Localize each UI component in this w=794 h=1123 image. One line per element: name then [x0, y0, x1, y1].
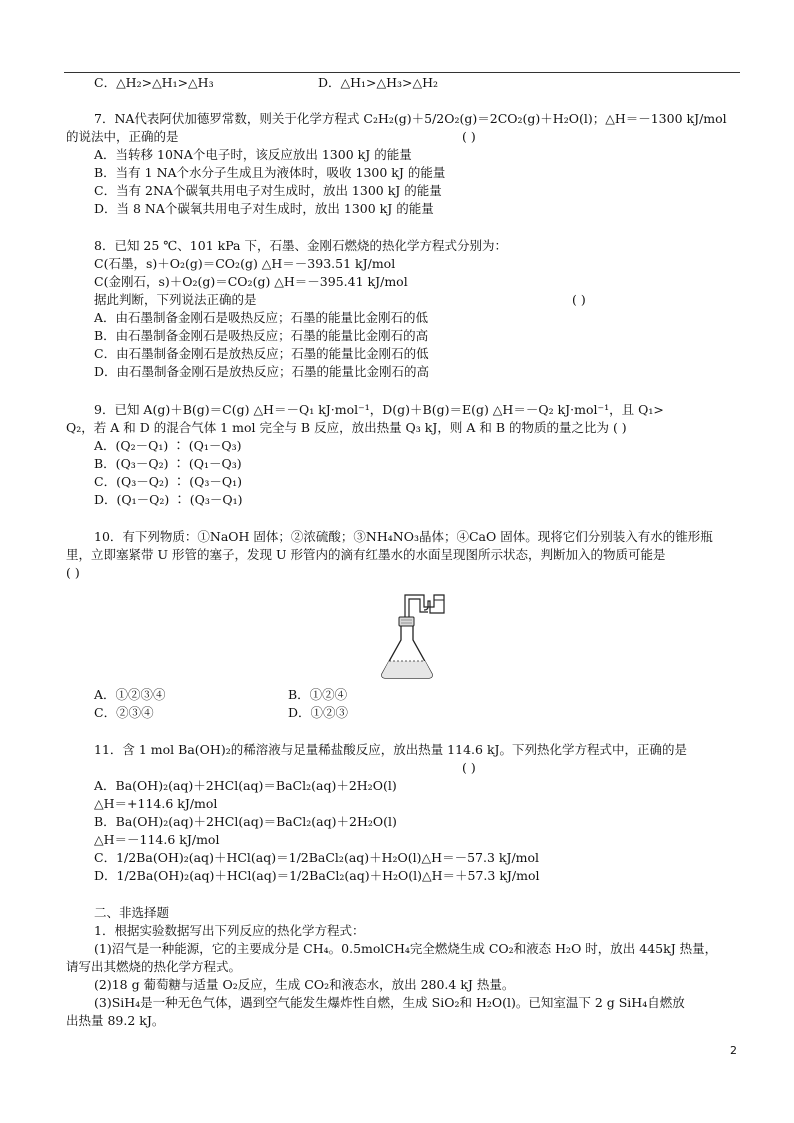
q11-option-a: A．Ba(OH)₂(aq)＋2HCl(aq)＝BaCl₂(aq)＋2H₂O(l) — [94, 778, 397, 793]
nonchoice-q1-part3-cont: 出热量 89.2 kJ。 — [66, 1013, 165, 1028]
section-heading: 二、非选择题 — [94, 905, 170, 920]
nonchoice-q1-part1: (1)沼气是一种能源，它的主要成分是 CH₄。0.5molCH₄完全燃烧生成 CO₂和液态 H₂O 时，放出 445kJ 热量， — [94, 941, 718, 956]
q11-option-b: B．Ba(OH)₂(aq)＋2HCl(aq)＝BaCl₂(aq)＋2H₂O(l) — [94, 814, 397, 829]
q7-answer-paren: ( ) — [462, 129, 476, 144]
q7-option-a: A．当转移 10NA个电子时，该反应放出 1300 kJ 的能量 — [94, 147, 412, 162]
q9-stem: 9．已知 A(g)＋B(g)＝C(g) △H＝－Q₁ kJ·mol⁻¹，D(g)＋B(g)＝E(g) △H＝－Q₂ kJ·mol⁻¹，且 Q₁> — [94, 402, 664, 417]
prev-option-c: C．△H₂>△H₁>△H₃ — [94, 75, 214, 90]
q10-stem: 10．有下列物质：①NaOH 固体；②浓硫酸；③NH₄NO₃晶体；④CaO 固体。现将它们分别装入有水的锥形瓶 — [94, 529, 713, 544]
q8-answer-paren: ( ) — [572, 292, 586, 307]
q9-option-b: B．(Q₃－Q₂) ∶ (Q₁－Q₃) — [94, 456, 242, 471]
nonchoice-q1-part1-cont: 请写出其燃烧的热化学方程式。 — [66, 959, 242, 974]
q7-stem-cont: 的说法中，正确的是 — [66, 129, 179, 144]
q9-option-a: A．(Q₂－Q₁) ∶ (Q₁－Q₃) — [94, 438, 242, 453]
q9-option-d: D．(Q₁－Q₂) ∶ (Q₃－Q₁) — [94, 492, 243, 507]
q8-option-d: D．由石墨制备金刚石是放热反应；石墨的能量比金刚石的高 — [94, 364, 430, 379]
q8-equation-diamond: C(金刚石，s)＋O₂(g)＝CO₂(g) △H＝－395.41 kJ/mol — [94, 274, 408, 289]
q8-option-a: A．由石墨制备金刚石是吸热反应；石墨的能量比金刚石的低 — [94, 310, 429, 325]
q11-stem: 11．含 1 mol Ba(OH)₂的稀溶液与足量稀盐酸反应，放出热量 114.6 kJ。下列热化学方程式中，正确的是 — [94, 742, 688, 757]
q8-judge: 据此判断，下列说法正确的是 — [94, 292, 257, 307]
q9-option-c: C．(Q₃－Q₂) ∶ (Q₃－Q₁) — [94, 474, 243, 489]
q7-option-b: B．当有 1 NA个水分子生成且为液体时，吸收 1300 kJ 的能量 — [94, 165, 446, 180]
header-rule — [64, 72, 740, 73]
page-number: 2 — [730, 1044, 737, 1057]
q7-option-d: D．当 8 NA个碳氧共用电子对生成时，放出 1300 kJ 的能量 — [94, 201, 434, 216]
q8-stem: 8．已知 25 ℃、101 kPa 下，石墨、金刚石燃烧的热化学方程式分别为： — [94, 238, 507, 253]
q11-answer-paren: ( ) — [462, 760, 476, 775]
nonchoice-q1-stem: 1．根据实验数据写出下列反应的热化学方程式： — [94, 923, 365, 938]
q10-option-b: B．①②④ — [288, 687, 348, 702]
q8-option-b: B．由石墨制备金刚石是吸热反应；石墨的能量比金刚石的高 — [94, 328, 429, 343]
q10-option-c: C．②③④ — [94, 705, 154, 720]
q11-option-c: C．1/2Ba(OH)₂(aq)＋HCl(aq)＝1/2BaCl₂(aq)＋H₂O(l)△H＝－57.3 kJ/mol — [94, 850, 540, 865]
prev-option-d: D．△H₁>△H₃>△H₂ — [318, 75, 439, 90]
nonchoice-q1-part2: (2)18 g 葡萄糖与适量 O₂反应，生成 CO₂和液态水，放出 280.4 kJ 热量。 — [94, 977, 515, 992]
q10-option-d: D．①②③ — [288, 705, 349, 720]
q8-equation-graphite: C(石墨，s)＋O₂(g)＝CO₂(g) △H＝－393.51 kJ/mol — [94, 256, 396, 271]
q11-option-a-enthalpy: △H＝+114.6 kJ/mol — [94, 796, 218, 811]
conical-flask-u-tube-figure — [372, 590, 454, 682]
q9-stem-cont: Q₂，若 A 和 D 的混合气体 1 mol 完全与 B 反应，放出热量 Q₃ kJ，则 A 和 B 的物质的量之比为 ( ) — [66, 420, 627, 435]
q7-option-c: C．当有 2NA个碳氧共用电子对生成时，放出 1300 kJ 的能量 — [94, 183, 442, 198]
q10-answer-paren: ( ) — [66, 565, 80, 580]
q10-stem-cont: 里，立即塞紧带 U 形管的塞子，发现 U 形管内的滴有红墨水的水面呈现图所示状态，判断加入的物质可能是 — [66, 547, 666, 562]
nonchoice-q1-part3: (3)SiH₄是一种无色气体，遇到空气能发生爆炸性自燃，生成 SiO₂和 H₂O(l)。已知室温下 2 g SiH₄自燃放 — [94, 995, 685, 1010]
q8-option-c: C．由石墨制备金刚石是放热反应；石墨的能量比金刚石的低 — [94, 346, 429, 361]
q7-stem: 7．NA代表阿伏加德罗常数，则关于化学方程式 C₂H₂(g)＋5/2O₂(g)＝2CO₂(g)＋H₂O(l)；△H＝－1300 kJ/mol — [94, 111, 727, 126]
q11-option-d: D．1/2Ba(OH)₂(aq)＋HCl(aq)＝1/2BaCl₂(aq)＋H₂O(l)△H＝＋57.3 kJ/mol — [94, 868, 540, 883]
q10-option-a: A．①②③④ — [94, 687, 166, 702]
q11-option-b-enthalpy: △H＝－114.6 kJ/mol — [94, 832, 220, 847]
